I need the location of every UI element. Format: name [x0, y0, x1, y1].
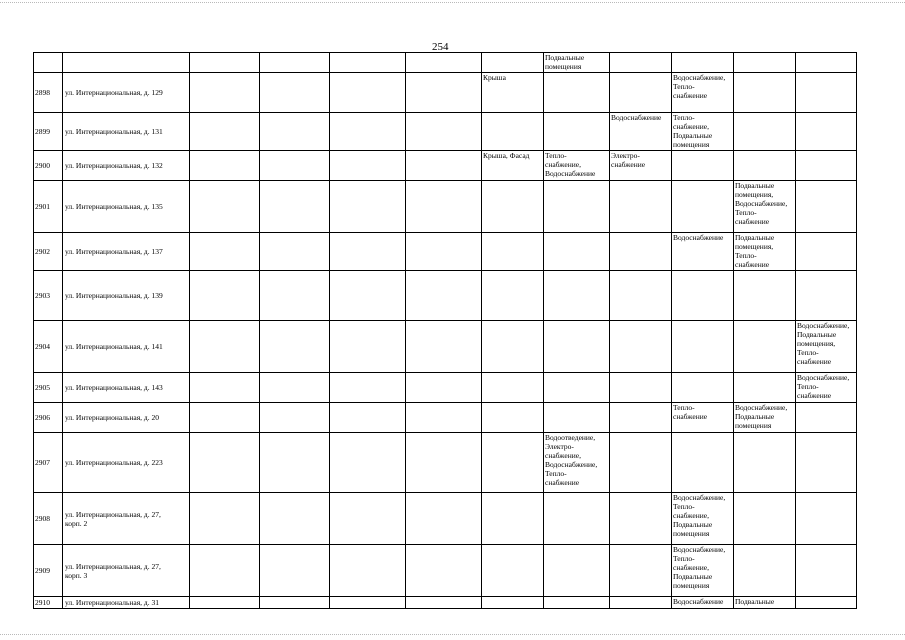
table-row — [34, 403, 857, 433]
work-type-cell — [610, 73, 672, 113]
scan-edge-bottom — [0, 634, 905, 636]
row-number: 2910 — [34, 597, 63, 609]
work-type-cell — [330, 321, 406, 373]
work-type-cell — [482, 321, 544, 373]
table-cell: Подвальные помещения — [544, 53, 610, 73]
work-type-cell — [734, 493, 796, 545]
work-type-cell: Подвальные помещения, Водоснабжение, Тепло- снабжение — [734, 181, 796, 233]
work-type-cell — [260, 233, 330, 271]
address-cell: ул. Интернациональная, д. 139 — [63, 271, 190, 321]
work-type-cell — [406, 493, 482, 545]
table-row — [34, 545, 857, 597]
work-type-cell: Водоотведение, Электро- снабжение, Водоснабжение, Тепло- снабжение — [544, 433, 610, 493]
work-type-cell — [260, 113, 330, 151]
work-type-cell — [190, 597, 260, 609]
work-type-cell — [544, 373, 610, 403]
registry-table — [33, 52, 857, 609]
work-type-cell — [330, 493, 406, 545]
work-type-cell — [330, 545, 406, 597]
table-row — [34, 493, 857, 545]
work-type-cell: Водоснабжение, Подвальные помещения — [734, 403, 796, 433]
address-cell: ул. Интернациональная, д. 31 — [63, 597, 190, 609]
address-cell: ул. Интернациональная, д. 131 — [63, 113, 190, 151]
work-type-cell — [734, 73, 796, 113]
table-cell — [610, 53, 672, 73]
work-type-cell — [260, 271, 330, 321]
work-type-cell — [406, 113, 482, 151]
row-number: 2898 — [34, 73, 63, 113]
work-type-cell — [406, 433, 482, 493]
work-type-cell — [482, 271, 544, 321]
work-type-cell — [796, 113, 857, 151]
work-type-cell — [796, 181, 857, 233]
work-type-cell: Электро- снабжение — [610, 151, 672, 181]
work-type-cell — [610, 271, 672, 321]
work-type-cell — [734, 271, 796, 321]
work-type-cell: Тепло- снабжение — [672, 403, 734, 433]
work-type-cell — [610, 321, 672, 373]
table-cell — [63, 53, 190, 73]
work-type-cell — [190, 403, 260, 433]
work-type-cell — [482, 113, 544, 151]
work-type-cell — [482, 433, 544, 493]
work-type-cell — [796, 403, 857, 433]
work-type-cell — [406, 271, 482, 321]
work-type-cell — [672, 433, 734, 493]
work-type-cell — [610, 181, 672, 233]
work-type-cell — [330, 151, 406, 181]
work-type-cell — [260, 545, 330, 597]
address-cell: ул. Интернациональная, д. 27, корп. 2 — [63, 493, 190, 545]
row-number: 2901 — [34, 181, 63, 233]
work-type-cell: Тепло- снабжение, Водоснабжение — [544, 151, 610, 181]
work-type-cell: Водоснабжение, Тепло- снабжение, Подвальные помещения — [672, 545, 734, 597]
work-type-cell — [330, 597, 406, 609]
work-type-cell — [406, 73, 482, 113]
work-type-cell — [260, 493, 330, 545]
row-number: 2909 — [34, 545, 63, 597]
work-type-cell — [190, 373, 260, 403]
table-cell — [34, 53, 63, 73]
registry-table-body — [34, 53, 857, 609]
work-type-cell — [544, 321, 610, 373]
work-type-cell — [544, 545, 610, 597]
work-type-cell — [482, 373, 544, 403]
work-type-cell: Тепло- снабжение, Подвальные помещения — [672, 113, 734, 151]
work-type-cell — [330, 233, 406, 271]
work-type-cell: Крыша — [482, 73, 544, 113]
work-type-cell — [796, 271, 857, 321]
work-type-cell — [544, 73, 610, 113]
work-type-cell — [190, 433, 260, 493]
table-cell — [482, 53, 544, 73]
row-number: 2904 — [34, 321, 63, 373]
work-type-cell — [330, 73, 406, 113]
work-type-cell — [672, 151, 734, 181]
work-type-cell — [330, 271, 406, 321]
address-cell: ул. Интернациональная, д. 135 — [63, 181, 190, 233]
work-type-cell — [734, 433, 796, 493]
work-type-cell — [190, 545, 260, 597]
table-row — [34, 233, 857, 271]
work-type-cell — [672, 321, 734, 373]
work-type-cell — [796, 597, 857, 609]
work-type-cell — [734, 151, 796, 181]
work-type-cell — [190, 271, 260, 321]
work-type-cell — [482, 181, 544, 233]
table-row — [34, 433, 857, 493]
work-type-cell — [544, 403, 610, 433]
work-type-cell: Водоснабжение — [672, 233, 734, 271]
work-type-cell — [796, 433, 857, 493]
address-cell: ул. Интернациональная, д. 143 — [63, 373, 190, 403]
work-type-cell: Крыша, Фасад — [482, 151, 544, 181]
work-type-cell — [610, 233, 672, 271]
work-type-cell: Подвальные помещения, Тепло- снабжение — [734, 233, 796, 271]
address-cell: ул. Интернациональная, д. 141 — [63, 321, 190, 373]
table-cell — [796, 53, 857, 73]
work-type-cell — [544, 181, 610, 233]
work-type-cell — [544, 233, 610, 271]
work-type-cell — [610, 597, 672, 609]
address-cell: ул. Интернациональная, д. 137 — [63, 233, 190, 271]
work-type-cell — [482, 233, 544, 271]
table-row — [34, 373, 857, 403]
work-type-cell — [610, 433, 672, 493]
work-type-cell — [610, 493, 672, 545]
work-type-cell — [482, 493, 544, 545]
work-type-cell — [672, 271, 734, 321]
work-type-cell — [260, 403, 330, 433]
scan-edge-top — [0, 2, 905, 4]
address-cell: ул. Интернациональная, д. 129 — [63, 73, 190, 113]
work-type-cell — [260, 181, 330, 233]
row-number: 2900 — [34, 151, 63, 181]
table-row — [34, 181, 857, 233]
work-type-cell — [610, 373, 672, 403]
work-type-cell: Подвальные — [734, 597, 796, 609]
work-type-cell: Водоснабжение — [672, 597, 734, 609]
work-type-cell — [796, 233, 857, 271]
work-type-cell — [482, 545, 544, 597]
work-type-cell — [734, 373, 796, 403]
work-type-cell — [544, 113, 610, 151]
work-type-cell — [260, 433, 330, 493]
work-type-cell — [190, 233, 260, 271]
work-type-cell — [734, 113, 796, 151]
table-cell — [406, 53, 482, 73]
work-type-cell — [190, 113, 260, 151]
work-type-cell — [796, 151, 857, 181]
address-cell: ул. Интернациональная, д. 27, корп. 3 — [63, 545, 190, 597]
work-type-cell — [406, 373, 482, 403]
address-cell: ул. Интернациональная, д. 223 — [63, 433, 190, 493]
work-type-cell: Водоснабжение, Подвальные помещения, Тепло- снабжение — [796, 321, 857, 373]
work-type-cell — [190, 493, 260, 545]
work-type-cell — [260, 321, 330, 373]
row-number: 2905 — [34, 373, 63, 403]
continuation-row — [34, 53, 857, 73]
table-row — [34, 271, 857, 321]
table-cell — [734, 53, 796, 73]
work-type-cell — [544, 493, 610, 545]
work-type-cell — [482, 597, 544, 609]
work-type-cell — [610, 403, 672, 433]
work-type-cell — [544, 271, 610, 321]
table-row — [34, 151, 857, 181]
work-type-cell — [190, 181, 260, 233]
work-type-cell: Водоснабжение, Тепло- снабжение — [672, 73, 734, 113]
table-row — [34, 321, 857, 373]
work-type-cell — [672, 373, 734, 403]
work-type-cell — [544, 597, 610, 609]
work-type-cell — [672, 181, 734, 233]
row-number: 2903 — [34, 271, 63, 321]
row-number: 2907 — [34, 433, 63, 493]
row-number: 2908 — [34, 493, 63, 545]
work-type-cell — [796, 493, 857, 545]
work-type-cell — [482, 403, 544, 433]
table-row — [34, 73, 857, 113]
row-number: 2906 — [34, 403, 63, 433]
table-cell — [260, 53, 330, 73]
work-type-cell — [190, 151, 260, 181]
work-type-cell — [190, 321, 260, 373]
work-type-cell — [406, 233, 482, 271]
work-type-cell — [190, 73, 260, 113]
work-type-cell — [734, 545, 796, 597]
work-type-cell: Водоснабжение — [610, 113, 672, 151]
work-type-cell — [734, 321, 796, 373]
work-type-cell — [406, 403, 482, 433]
table-row — [34, 113, 857, 151]
work-type-cell — [406, 151, 482, 181]
work-type-cell — [330, 403, 406, 433]
work-type-cell: Водоснабжение, Тепло- снабжение — [796, 373, 857, 403]
work-type-cell — [796, 545, 857, 597]
address-cell: ул. Интернациональная, д. 132 — [63, 151, 190, 181]
address-cell: ул. Интернациональная, д. 20 — [63, 403, 190, 433]
work-type-cell — [330, 433, 406, 493]
work-type-cell — [796, 73, 857, 113]
work-type-cell — [330, 181, 406, 233]
work-type-cell — [330, 373, 406, 403]
work-type-cell — [260, 597, 330, 609]
work-type-cell: Водоснабжение, Тепло- снабжение, Подвальные помещения — [672, 493, 734, 545]
work-type-cell — [260, 373, 330, 403]
work-type-cell — [330, 113, 406, 151]
work-type-cell — [406, 545, 482, 597]
page-number: 254 — [432, 41, 449, 53]
work-type-cell — [260, 151, 330, 181]
row-number: 2899 — [34, 113, 63, 151]
work-type-cell — [406, 321, 482, 373]
work-type-cell — [406, 181, 482, 233]
table-row — [34, 597, 857, 609]
work-type-cell — [610, 545, 672, 597]
table-cell — [190, 53, 260, 73]
table-cell — [672, 53, 734, 73]
table-cell — [330, 53, 406, 73]
work-type-cell — [406, 597, 482, 609]
row-number: 2902 — [34, 233, 63, 271]
work-type-cell — [260, 73, 330, 113]
